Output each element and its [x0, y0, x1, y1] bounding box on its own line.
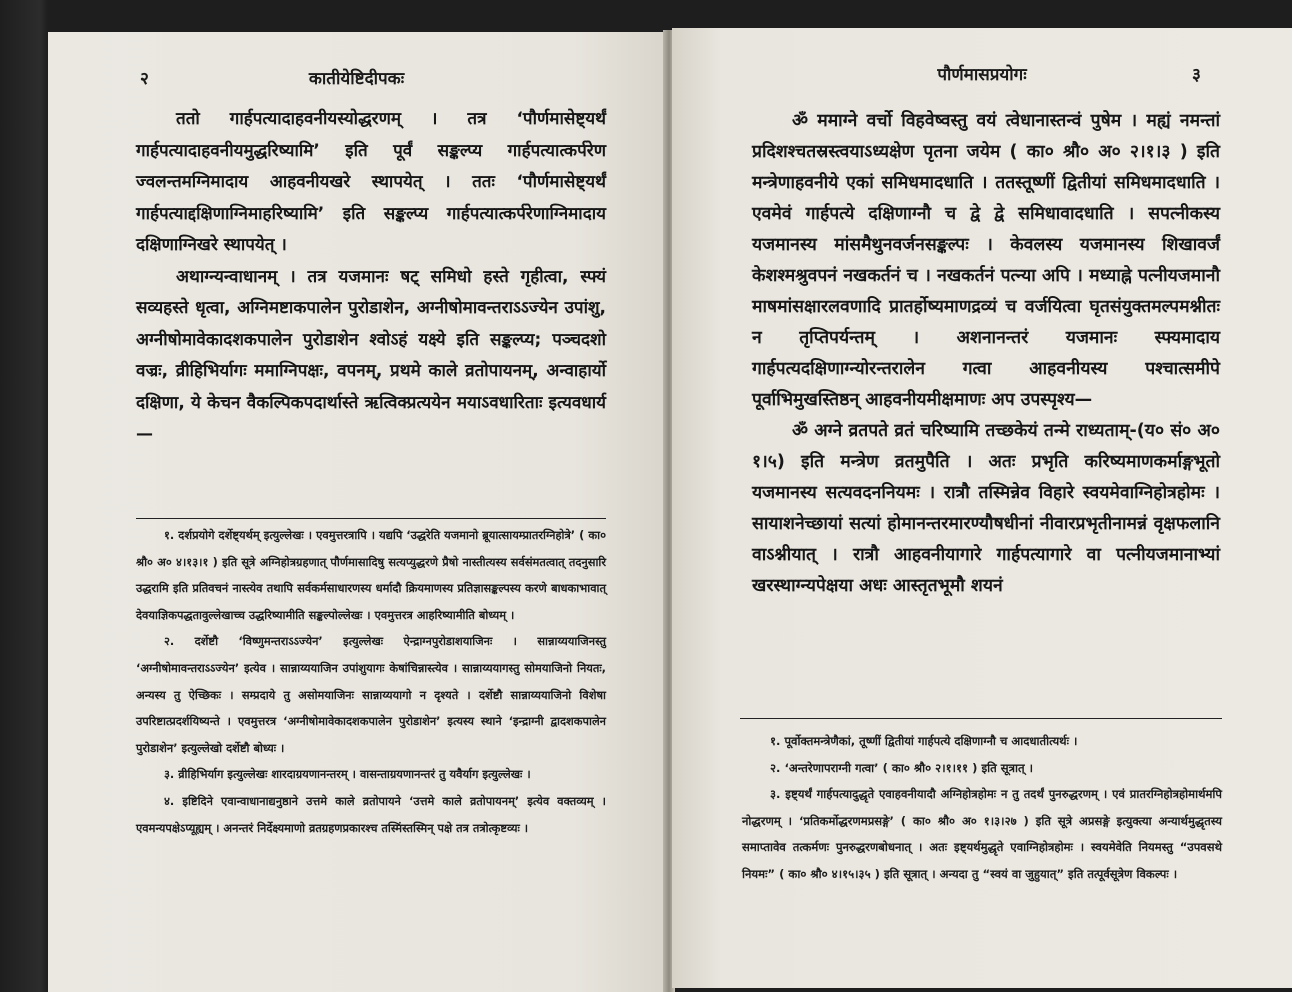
footnote: १. पूर्वोक्तमन्त्रेणैकां, तूष्णीं द्वितीयां गार्हपत्ये दक्षिणाग्नौ च आदधातीत्यर्थः ।: [770, 734, 1078, 748]
paragraph: ॐ ममाग्ने वर्चो विहवेष्वस्तु वयं त्वेधानास्तन्वं पुषेम । मह्यं नमन्तां प्रदिशश्चतस्रस्त्वयाऽध्यक्षेण पृतना जयेम ( का० श्रौ० अ० २।१।३ ) इति मन्त्रेणाहवनीये एकां समिधमादधाति । ततस्तूष्णीं द्वितीयां समिधमादधाति । एवमेवं गार्हपत्ये दक्षिणाग्नौ च द्वे द्वे समिधावादधाति । सपत्नीकस्य यजमानस्य मांसमैथुनवर्जनसङ्कल्पः । केवलस्य यजमानस्य शिखावर्जं केशश्मश्रुवपनं नखकर्तनं च । नखकर्तनं पत्न्या अपि । मध्याह्ने पत्नीयजमानौ माषमांसक्षारलवणादि प्रातर्होष्यमाणद्रव्यं च वर्जयित्वा घृतसंयुक्तमल्पमश्नीतः न तृप्तिपर्यन्तम् । अशनानन्तरं यजमानः स्फ्यमादाय गार्हपत्यदक्षिणाग्न्योरन्तरालेन गत्वा आहवनीयस्य पश्चात्समीपे पूर्वाभिमुखस्तिष्ठन् आहवनीयमीक्षमाणः अप उपस्पृश्य—: [752, 111, 1220, 410]
footnote: ४. इष्टिदिने एवान्वाधानाद्यनुष्ठाने उत्तमे काले व्रतोपायने ‘उत्तमे काले व्रतोपायनम्’ इत्येव वक्तव्यम् । एवमन्यपक्षेऽप्यूह्यम् । अनन्तरं निर्देक्ष्यमाणो व्रतग्रहणप्रकारश्च तस्मिंस्तस्मिन् पक्षे तत्र तत्रोत्कृष्टव्यः ।: [136, 793, 606, 835]
paragraph: अथाग्न्यन्वाधानम् । तत्र यजमानः षट् समिधो हस्ते गृहीत्वा, स्फ्यं सव्यहस्ते धृत्वा, अग्निमष्टाकपालेन पुरोडाशेन, अग्नीषोमावन्तराऽऽज्येन उपांशु, अग्नीषोमावेकादशकपालेन पुरोडाशेन श्वोऽहं यक्ष्ये इति सङ्कल्प्य; पञ्चदशो वज्रः, व्रीहिभिर्यागः ममाग्निपक्षः, वपनम्, प्रथमे काले व्रतोपायनम्, अन्वाहार्यो दक्षिणा, ये केचन वैकल्पिकपदार्थास्ते ऋत्विक्प्रत्ययेन मयाऽवधारिताः इत्यवधार्य—: [136, 266, 606, 444]
left-page-header: [48, 66, 665, 96]
paragraph: ततो गार्हपत्यादाहवनीयस्योद्धरणम् । तत्र ‘पौर्णमासेष्ट्यर्थं गार्हपत्यादाहवनीयमुद्धरिष्यामि’ इति पूर्वं सङ्कल्प्य गार्हपत्यात्कर्परेण ज्वलन्तमग्निमादाय आहवनीयखरे स्थापयेत् । ततः ‘पौर्णमासेष्ट्यर्थं गार्हपत्याद्दक्षिणाग्निमाहरिष्यामि’ इति सङ्कल्प्य गार्हपत्यात्कर्परेणाग्निमादाय दक्षिणाग्निखरे स्थापयेत् ।: [136, 109, 606, 255]
footnote-divider: [740, 718, 1222, 719]
running-head: कातीयेष्टिदीपकः: [308, 69, 405, 89]
footnote: ३. इष्ट्यर्थं गार्हपत्यादुद्धृते एवाहवनीयादौ अग्निहोत्रहोमः न तु तदर्थं पुनरुद्धरणम् । एवं प्रातरग्निहोत्रहोमार्थमपि नोद्धरणम् । ‘प्रतिकर्मोद्धरणमप्रसङ्गे’ ( का० श्रौ० अ० १।३।२७ ) इति सूत्रे अप्रसङ्गे इत्युक्त्या अन्यार्थमुद्धृतस्य समाप्तावेव तत्कर्मणः पुनरुद्धरणबोधनात् । अतः इष्ट्यर्थमुद्धृते एवाग्निहोत्रहोमः । स्वयमेवेति नियमस्तु “उपवसथे नियमः” ( का० श्रौ० ४।१५।३५ ) इति सूत्रात् । अन्यदा तु “स्वयं वा जुहुयात्” इति तत्पूर्वसूत्रेण विकल्पः ।: [742, 787, 1222, 881]
footnote: १. दर्शप्रयोगे दर्शेष्ट्यर्थम् इत्युल्लेखः । एवमुत्तरत्रापि । यद्यपि ‘उद्धरेति यजमानो ब्रूयात्सायम्प्रातरग्निहोत्रे’ ( का० श्रौ० अ० ४।१३।१ ) इति सूत्रे अग्निहोत्रग्रहणात् पौर्णमासादिषु सत्यप्युद्धरणे प्रैषो नास्तीत्यस्य सर्वसंमतत्वात् तदनुसारि उद्धरामि इति प्रतिवचनं नास्त्येव तथापि सर्वकर्मसाधारणस्य धर्मादौ क्रियमाणस्य प्रतिज्ञासङ्कल्पस्य करणे बाधकाभावात् देवयाज्ञिकपद्धतावुल्लेखाच्च उद्धरिष्यामीति सङ्कल्पोल्लेखः । एवमुत्तरत्र आहरिष्यामीति बोध्यम् ।: [136, 528, 606, 622]
page-number: २: [140, 69, 149, 89]
page-number: ३: [1192, 65, 1201, 85]
footnotes: [742, 728, 1222, 888]
main-text: [752, 106, 1220, 602]
main-text: [136, 104, 606, 451]
paragraph: ॐ अग्ने व्रतपते व्रतं चरिष्यामि तच्छकेयं तन्मे राध्यताम्-(य० सं० अ० १।५) इति मन्त्रेण व्रतमुपैति । अतः प्रभृति करिष्यमाणकर्माङ्गभूतो यजमानस्य सत्यवदननियमः । रात्रौ तस्मिन्नेव विहारे स्वयमेवाग्निहोत्रहोमः । सायाशनेच्छायां सत्यां होमानन्तरमारण्यौषधीनां नीवारप्रभृतीनामन्नं वृक्षफलानि वाऽश्नीयात् । रात्रौ आहवनीयागारे गार्हपत्यागारे वा पत्नीयजमानाभ्यां खरस्थाग्न्यपेक्षया अधः आस्तृतभूमौ शयनं: [752, 421, 1220, 596]
footnote-divider: [136, 518, 606, 519]
running-head: पौर्णमासप्रयोगः: [937, 65, 1027, 85]
right-page: [672, 28, 1292, 988]
right-page-header: [672, 62, 1292, 92]
footnotes: [136, 522, 606, 841]
footnote: ३. व्रीहिभिर्याग इत्युल्लेखः शारदाग्रयणानन्तरम् । वासन्ताग्रयणानन्तरं तु यवैर्याग इत्युल्लेखः ।: [164, 767, 531, 782]
footnote: २. ‘अन्तरेणापराग्नी गत्वा’ ( का० श्रौ० २।१।११ ) इति सूत्रात् ।: [770, 760, 1034, 775]
left-page: [48, 32, 665, 992]
footnote: २. दर्शेष्टौ ‘विष्णुमन्तराऽऽज्येन’ इत्युल्लेखः ऐन्द्राग्नपुरोडाशयाजिनः । सान्नाय्ययाजिनस्तु ‘अग्नीषोमावन्तराऽऽज्येन’ इत्येव । सान्नाय्ययाजिन उपांशुयागः केषांचिन्नास्त्येव । सान्नाय्ययागस्तु सोमयाजिनो नियतः, अन्यस्य तु ऐच्छिकः । सम्प्रदाये तु असोमयाजिनः सान्नाय्ययागो न दृश्यते । दर्शेष्टौ सान्नाय्ययाजिनो विशेषा उपरिष्टात्प्रदर्शयिष्यन्ते । एवमुत्तरत्र ‘अग्नीषोमावेकादशकपालेन पुरोडाशेन’ इत्यस्य स्थाने ‘इन्द्राग्नी द्वादशकपालेन पुरोडाशेन’ इत्युल्लेखो दर्शेष्टौ बोध्यः ।: [136, 634, 606, 755]
